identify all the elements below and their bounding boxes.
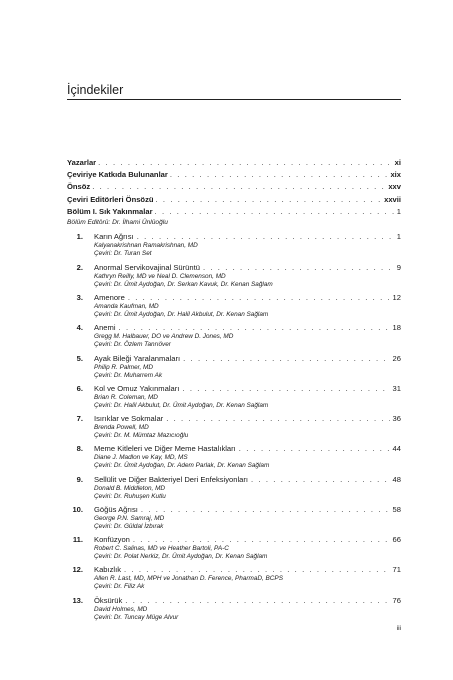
chapter-number: 11. <box>72 535 83 544</box>
chapter-title: Amenore <box>94 293 125 302</box>
chapter-title: Göğüs Ağrısı <box>94 505 138 514</box>
chapter-number: 3. <box>76 293 83 302</box>
toc-entry-page: xix <box>390 170 401 180</box>
chapter-authors: Amanda Kaufman, MD <box>94 303 159 310</box>
chapter-page: 66 <box>392 535 401 544</box>
chapter-authors: Donald B. Middleton, MD <box>94 485 166 492</box>
chapter-authors: Philip R. Palmer, MD <box>94 364 153 371</box>
chapter-translators: Çeviri: Dr. M. Mümtaz Mazıcıoğlu <box>94 432 189 440</box>
chapter-translators: Çeviri: Dr. Filiz Ak <box>94 583 145 591</box>
chapter-11[interactable] <box>60 535 401 561</box>
chapter-title: Karın Ağrısı <box>94 232 134 241</box>
chapter-translators: Çeviri: Dr. Özlem Tanrıöver <box>94 341 171 349</box>
toc-entry-ceviriye-katkida[interactable] <box>67 170 401 182</box>
toc-entry-yazarlar[interactable] <box>67 158 401 170</box>
chapter-authors: Diane J. Madlon ve Kay, MD, MS <box>94 454 188 461</box>
title-rule <box>67 99 401 100</box>
leader-dots <box>119 323 390 332</box>
leader-dots <box>124 565 390 574</box>
page-number: iii <box>396 625 401 632</box>
chapter-page: 71 <box>392 565 401 574</box>
chapter-translators: Çeviri: Dr. Ümit Aydoğan, Dr. Halil Akbulut, Dr. Kenan Sağlam <box>94 311 269 319</box>
chapter-number: 2. <box>76 263 83 272</box>
toc-entry-label: Çeviriye Katkıda Bulunanlar <box>67 170 168 180</box>
leader-dots <box>166 414 389 423</box>
toc-entry-bolum-1[interactable] <box>67 207 401 219</box>
chapter-authors: Allen R. Last, MD, MPH ve Jonathan D. Ference, PharmaD, BCPS <box>94 575 283 582</box>
leader-dots <box>203 263 394 272</box>
chapter-number: 7. <box>76 414 83 423</box>
chapter-page: 18 <box>392 323 401 332</box>
chapter-authors: Brian R. Coleman, MD <box>94 394 158 401</box>
chapter-7[interactable] <box>60 414 401 440</box>
chapter-translators: Çeviri: Dr. Muharrem Ak <box>94 372 163 380</box>
chapter-13[interactable] <box>60 596 401 622</box>
leader-dots <box>156 195 383 204</box>
leader-dots <box>92 182 386 191</box>
chapter-title: Kabızlık <box>94 565 122 574</box>
chapter-authors: Brenda Powell, MD <box>94 424 149 431</box>
toc-entry-label: Yazarlar <box>67 158 97 167</box>
chapter-title: Öksürük <box>94 596 123 605</box>
chapter-title: Anormal Servikovajinal Sürüntü <box>94 263 200 272</box>
chapter-translators: Çeviri: Dr. Ruhuşen Kutlu <box>94 493 166 501</box>
chapter-page: 76 <box>392 596 401 605</box>
chapter-page: 44 <box>392 444 401 453</box>
chapter-page: 12 <box>392 293 401 302</box>
chapter-translators: Çeviri: Dr. Güldal İzbırak <box>94 523 164 531</box>
page-title: İçindekiler <box>67 83 124 97</box>
chapter-number: 5. <box>76 354 83 363</box>
chapter-page: 31 <box>392 384 401 393</box>
chapter-title: Kol ve Omuz Yakınmaları <box>94 384 180 393</box>
toc-entry-label: Bölüm I. Sık Yakınmalar <box>67 206 153 216</box>
toc-entry-ceviri-editorleri[interactable] <box>67 195 401 207</box>
chapter-number: 12. <box>72 565 83 574</box>
chapter-page: 36 <box>392 414 401 423</box>
chapter-2[interactable] <box>60 263 401 289</box>
leader-dots <box>182 384 389 393</box>
chapter-title: Konfüzyon <box>94 535 130 544</box>
leader-dots <box>133 535 390 544</box>
chapter-page: 9 <box>396 263 401 272</box>
chapter-5[interactable] <box>60 354 401 380</box>
leader-dots <box>137 232 394 241</box>
chapter-authors: Kathryn Reilly, MD ve Neal D. Clemenson, MD <box>94 273 226 280</box>
leader-dots <box>170 170 389 179</box>
chapter-title: Isırıklar ve Sokmalar <box>94 414 164 423</box>
chapter-authors: George P.N. Samraj, MD <box>94 515 165 522</box>
chapter-authors: Gregg M. Halbauer, DO ve Andrew D. Jones, MD <box>94 333 234 340</box>
toc-entry-page: xxv <box>388 182 401 192</box>
leader-dots <box>239 444 390 453</box>
chapter-translators: Çeviri: Dr. Ümit Aydoğan, Dr. Serkan Kavuk, Dr. Kenan Sağlam <box>94 281 273 289</box>
chapter-translators: Çeviri: Dr. Halil Akbulut, Dr. Ümit Aydoğan, Dr. Kenan Sağlam <box>94 402 269 410</box>
chapter-translators: Çeviri: Dr. Polat Nerkiz, Dr. Ümit Aydoğan, Dr. Kenan Sağlam <box>94 553 268 561</box>
section-editor: Bölüm Editörü: Dr. İlhami Ünlüoğlu <box>67 218 168 226</box>
chapter-number: 6. <box>76 384 83 393</box>
chapter-title: Anemi <box>94 323 116 332</box>
chapter-number: 9. <box>76 475 83 484</box>
chapter-translators: Çeviri: Dr. Turan Set <box>94 250 152 258</box>
leader-dots <box>128 293 390 302</box>
chapter-9[interactable] <box>60 475 401 501</box>
chapter-page: 58 <box>392 505 401 514</box>
leader-dots <box>183 354 389 363</box>
chapter-10[interactable] <box>60 505 401 531</box>
chapter-translators: Çeviri: Dr. Tuncay Müge Alvur <box>94 614 179 622</box>
chapter-8[interactable] <box>60 444 401 470</box>
leader-dots <box>125 596 389 605</box>
toc-entry-onsoz[interactable] <box>67 182 401 194</box>
chapter-number: 1. <box>76 232 83 241</box>
toc-entry-label: Önsöz <box>67 182 91 192</box>
chapter-translators: Çeviri: Dr. Ümit Aydoğan, Dr. Adem Parlak, Dr. Kenan Sağlam <box>94 462 270 470</box>
chapter-number: 4. <box>76 323 83 332</box>
chapter-page: 26 <box>392 354 401 363</box>
chapter-number: 13. <box>72 596 83 605</box>
chapter-4[interactable] <box>60 323 401 349</box>
leader-dots <box>141 505 390 514</box>
front-matter-list <box>67 158 401 226</box>
chapter-1[interactable] <box>60 232 401 258</box>
toc-entry-page: xxvii <box>384 194 401 204</box>
toc-entry-label: Çeviri Editörleri Önsözü <box>67 194 154 204</box>
chapter-6[interactable] <box>60 384 401 410</box>
chapter-authors: Kalyanakrishnan Ramakrishnan, MD <box>94 242 198 249</box>
chapter-page: 48 <box>392 475 401 484</box>
chapter-12[interactable] <box>60 565 401 591</box>
toc-entry-page: xi <box>394 158 401 167</box>
chapter-3[interactable] <box>60 293 401 319</box>
chapter-title: Meme Kitleleri ve Diğer Meme Hastalıkları <box>94 444 236 453</box>
chapter-authors: David Holmes, MD <box>94 606 148 613</box>
leader-dots <box>251 475 390 484</box>
toc-entry-page: 1 <box>396 206 401 216</box>
chapter-page: 1 <box>396 232 401 241</box>
leader-dots <box>98 158 393 167</box>
chapter-authors: Robert C. Salinas, MD ve Heather Bartoli, PA-C <box>94 545 229 552</box>
chapter-title: Ayak Bileği Yaralanmaları <box>94 354 181 363</box>
leader-dots <box>155 207 395 216</box>
chapter-number: 10. <box>72 505 83 514</box>
chapter-title: Sellülit ve Diğer Bakteriyel Deri Enfeksiyonları <box>94 475 249 484</box>
chapter-number: 8. <box>76 444 83 453</box>
